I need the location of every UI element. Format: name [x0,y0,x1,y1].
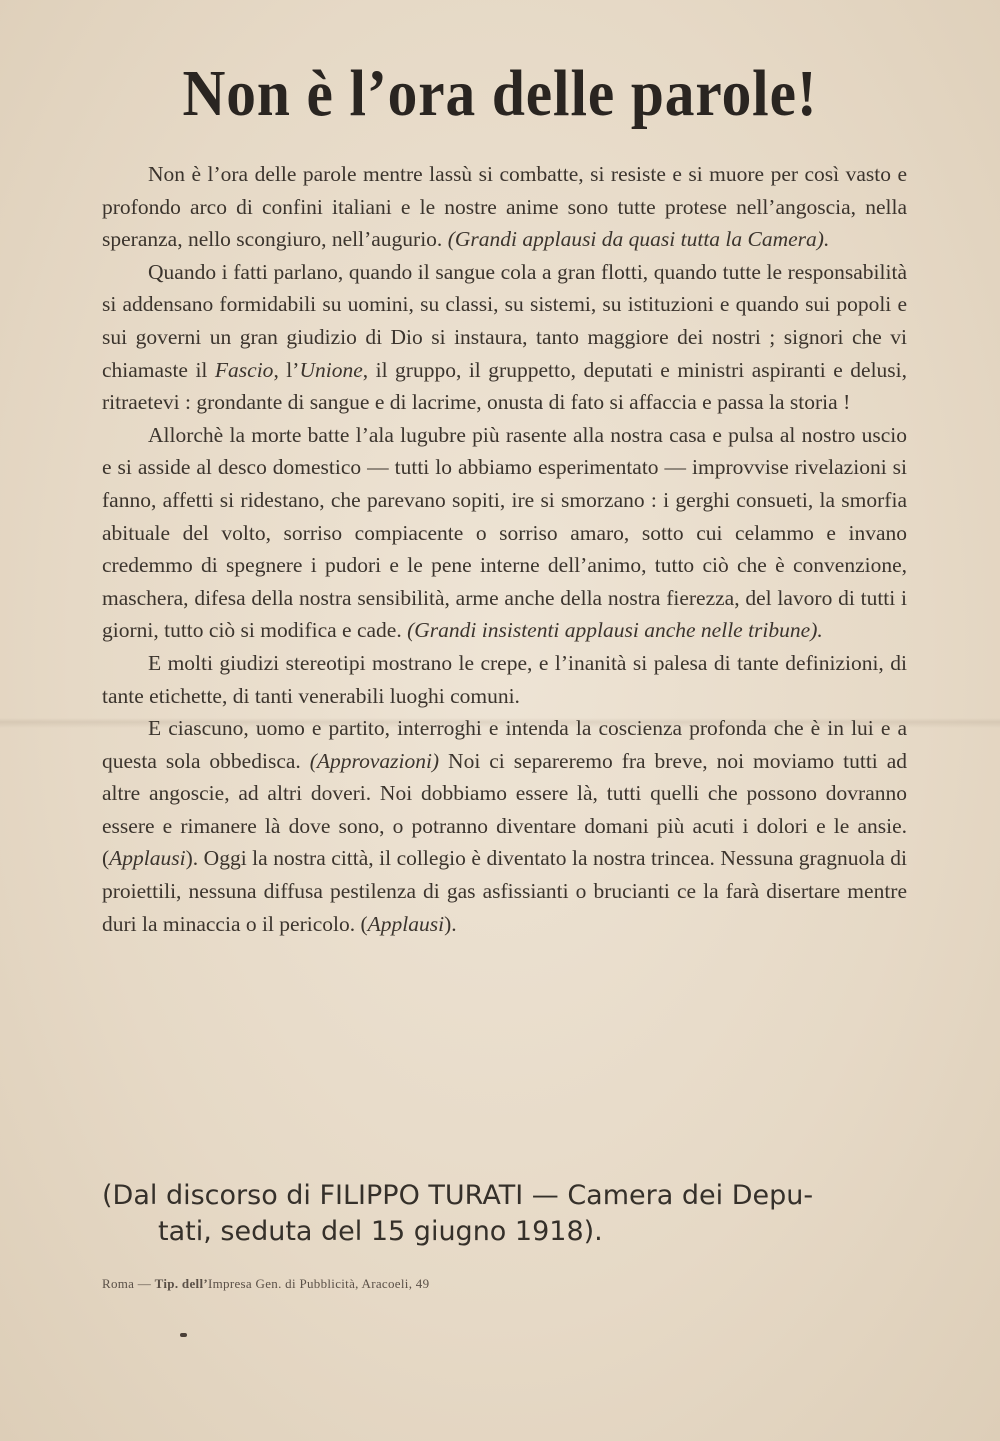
stage-direction: (Grandi applausi da quasi tutta la Camera). [447,227,830,252]
imprint-printer: Tip. dell’ [154,1276,208,1291]
ink-mark [180,1333,187,1337]
page-title: Non è l’ora delle parole! [182,57,818,131]
stage-direction: Fascio [214,357,274,382]
paragraph [102,647,907,712]
paragraph-text: , il gruppo, il gruppetto, deputati e ministri aspiranti e delusi, ritraetevi : grondante di sangue e di lacrime, onusta di fato si affaccia e passa la storia ! [102,357,908,415]
imprint-details: Impresa Gen. di Pubblicità, Aracoeli, 49 [208,1276,430,1291]
stage-direction: (Approvazioni) [309,748,440,773]
attribution-line-1: (Dal discorso di FILIPPO TURATI — Camera dei Depu- [102,1180,814,1211]
paragraph-text: ). Oggi la nostra città, il collegio è diventato la nostra trincea. Nessuna gragnuola di proiettili, nessuna diffusa pestilenza di gas asfissianti o brucianti ce la farà disertare mentre duri la minaccia o il pericolo. ( [102,846,907,936]
stage-direction: Applausi [109,846,186,871]
imprint-city: Roma — [102,1276,155,1291]
speech-text [102,158,907,940]
paragraph-text: Noi ci separeremo fra breve, noi moviamo tutti ad altre angoscie, ad altri doveri. Noi dobbiamo essere là, tutti quelli che possono dovranno essere e rimanere là dove sono, o potranno diventare domani più acuti i dolori e le ansie. ( [102,748,907,871]
paragraph [102,256,907,419]
paragraph-text: Non è l’ora delle parole mentre lassù si combatte, si resiste e si muore per così vasto e profondo arco di confini italiani e le nostre anime sono tutte protese nell’angoscia, nella speranza, nello scongiuro, nell’augurio. [102,162,907,252]
paragraph-text: Quando i fatti parlano, quando il sangue cola a gran flotti, quando tutte le responsabilità si addensano formidabili su uomini, su classi, su sistemi, su istituzioni e quando sui popoli e sui governi un gran giudizio di Dio si instaura, tanto maggiore dei nostri ; signori che vi chiamaste il [102,259,907,382]
paragraph-text: ). [444,911,457,936]
paragraph-text: , l’ [273,357,300,382]
attribution-line-2: tati, seduta del 15 giugno 1918). [158,1216,603,1247]
paragraph-text: Allorchè la morte batte l’ala lugubre più rasente alla nostra casa e pulsa al nostro uscio e si asside al desco domestico — tutti lo abbiamo esperimentato — improvvise rivelazioni si fanno, affetti si ridestano, che parevano sopiti, ire si smorzano : i gerghi consueti, la smorfia abituale del volto, sorriso compiacente o sorriso amaro, sotto cui celammo e invano credemmo di spegnere i pudori e le pene interne dell’animo, tutto ciò che è convenzione, maschera, difesa della nostra sensibilità, arme anche della nostra fierezza, del lavoro di tutti i giorni, tutto ciò si modifica e cade. [102,422,907,643]
stage-direction: Applausi [367,911,445,936]
paragraph-text: E molti giudizi stereotipi mostrano le crepe, e l’inanità si palesa di tante definizioni, di tante etichette, di tanti venerabili luoghi comuni. [102,650,907,708]
paragraph-text: E ciascuno, uomo e partito, interroghi e intenda la coscienza profonda che è in lui e a questa sola obbedisca. [102,716,907,773]
paragraph [102,712,907,940]
stage-direction: Unione [299,357,363,382]
paragraph [102,419,907,647]
stage-direction: (Grandi insistenti applausi anche nelle tribune). [407,618,823,643]
attribution [102,1178,912,1250]
printer-imprint [102,1276,429,1292]
paragraph [102,158,907,256]
